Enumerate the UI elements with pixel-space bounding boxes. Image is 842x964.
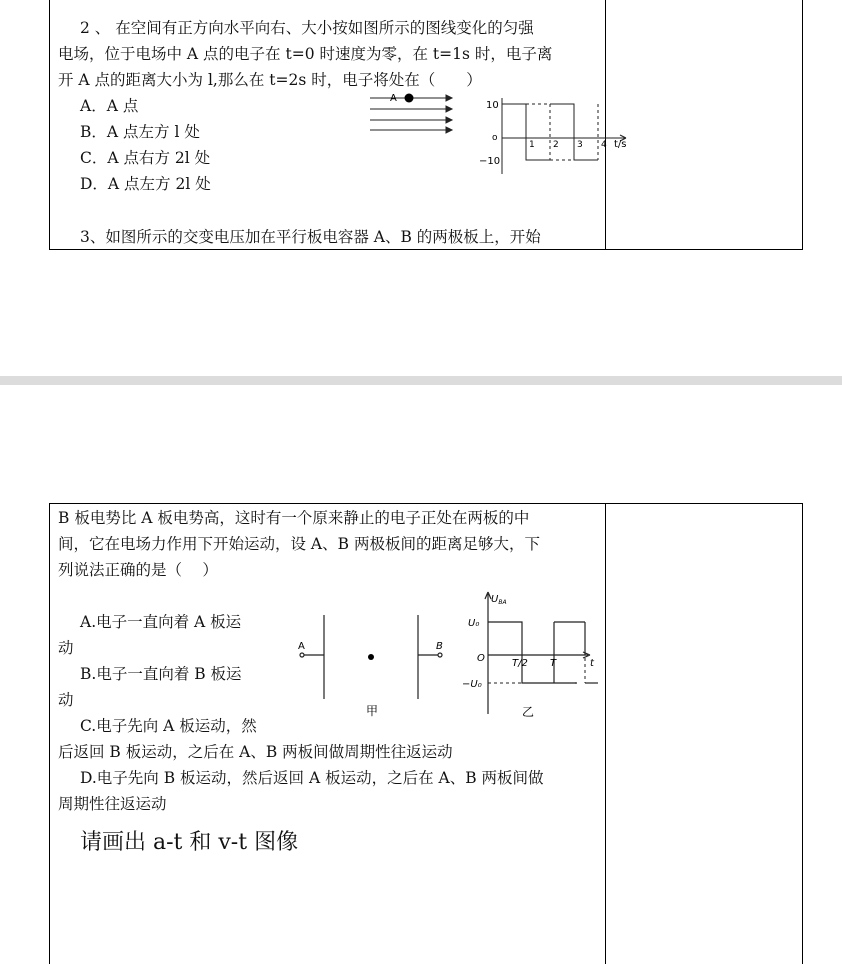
figure-yi-caption: 乙 xyxy=(522,705,535,719)
x-axis-label: t/s xyxy=(614,139,627,150)
q2-line-2: 电场，位于电场中 A 点的电子在 t=0 时速度为零，在 t=1s 时，电子离 xyxy=(58,45,553,63)
origin-label: O xyxy=(477,653,485,664)
q3-option-d-cont: 周期性往返运动 xyxy=(58,795,167,813)
t-half-label: T/2 xyxy=(512,658,528,669)
page-separator xyxy=(0,376,842,385)
q2-line-1: 2 、 在空间有正方向水平向右、大小按如图所示的图线变化的匀强 xyxy=(80,19,534,37)
drawing-prompt: 请画出 a-t 和 v-t 图像 xyxy=(80,830,299,855)
u0-label: U₀ xyxy=(468,618,480,629)
y-axis-label: $U_{BA}$ xyxy=(491,594,507,606)
x-tick-4: 4 xyxy=(601,140,607,150)
x-tick-3: 3 xyxy=(577,140,583,150)
q3-option-d: D.电子先向 B 板运动，然后返回 A 板运动，之后在 A、B 两板间做 xyxy=(80,769,544,787)
voltage-time-graph xyxy=(450,588,600,723)
electron-dot xyxy=(368,654,374,660)
x-tick-1: 1 xyxy=(529,140,535,150)
q2-option-b: B．A 点左方 l 处 xyxy=(80,123,200,141)
field-lines-figure xyxy=(368,92,458,134)
q2-option-a: A．A 点 xyxy=(80,97,139,115)
q3-line-1: 3、如图所示的交变电压加在平行板电容器 A、B 的两极板上，开始 xyxy=(80,228,541,246)
capacitor-figure xyxy=(290,607,450,719)
q3-line-2: B 板电势比 A 板电势高，这时有一个原来静止的电子正处在两板的中 xyxy=(58,509,530,527)
field-time-graph xyxy=(476,94,646,176)
plate-b-label: B xyxy=(436,641,443,652)
q3-line-3: 间，它在电场力作用下开始运动，设 A、B 两极板间的距离足够大，下 xyxy=(58,535,540,553)
q3-line-4: 列说法正确的是（ ） xyxy=(58,561,218,579)
plate-a-label: A xyxy=(298,641,305,652)
x-tick-2: 2 xyxy=(553,140,559,150)
page-2 xyxy=(0,385,842,946)
q2-line-3: 开 A 点的距离大小为 l,那么在 t=2s 时，电子将处在（ ） xyxy=(58,71,482,89)
q3-option-a: A.电子一直向着 A 板运 xyxy=(80,613,242,631)
electron-dot xyxy=(405,94,414,103)
q2-option-d: D．A 点左方 2l 处 xyxy=(80,175,211,193)
q2-option-c: C．A 点右方 2l 处 xyxy=(80,149,211,167)
page-1 xyxy=(0,0,842,376)
q3-option-b: B.电子一直向着 B 板运 xyxy=(80,665,242,683)
y-min-label: −10 xyxy=(479,156,501,167)
q3-option-b-cont: 动 xyxy=(58,691,74,709)
y-max-label: 10 xyxy=(486,100,499,111)
figure-jia-caption: 甲 xyxy=(366,704,379,718)
table-column-divider xyxy=(605,504,606,964)
t-axis-label: t xyxy=(590,658,594,669)
q3-option-c-cont: 后返回 B 板运动，之后在 A、B 两板间做周期性往返运动 xyxy=(58,743,453,761)
neg-u0-label: −U₀ xyxy=(462,679,482,690)
t-full-label: T xyxy=(550,658,557,669)
point-a-label: A xyxy=(390,93,397,104)
q3-option-c: C.电子先向 A 板运动，然 xyxy=(80,717,257,735)
y-zero-label: o xyxy=(492,133,498,143)
q3-option-a-cont: 动 xyxy=(58,639,74,657)
